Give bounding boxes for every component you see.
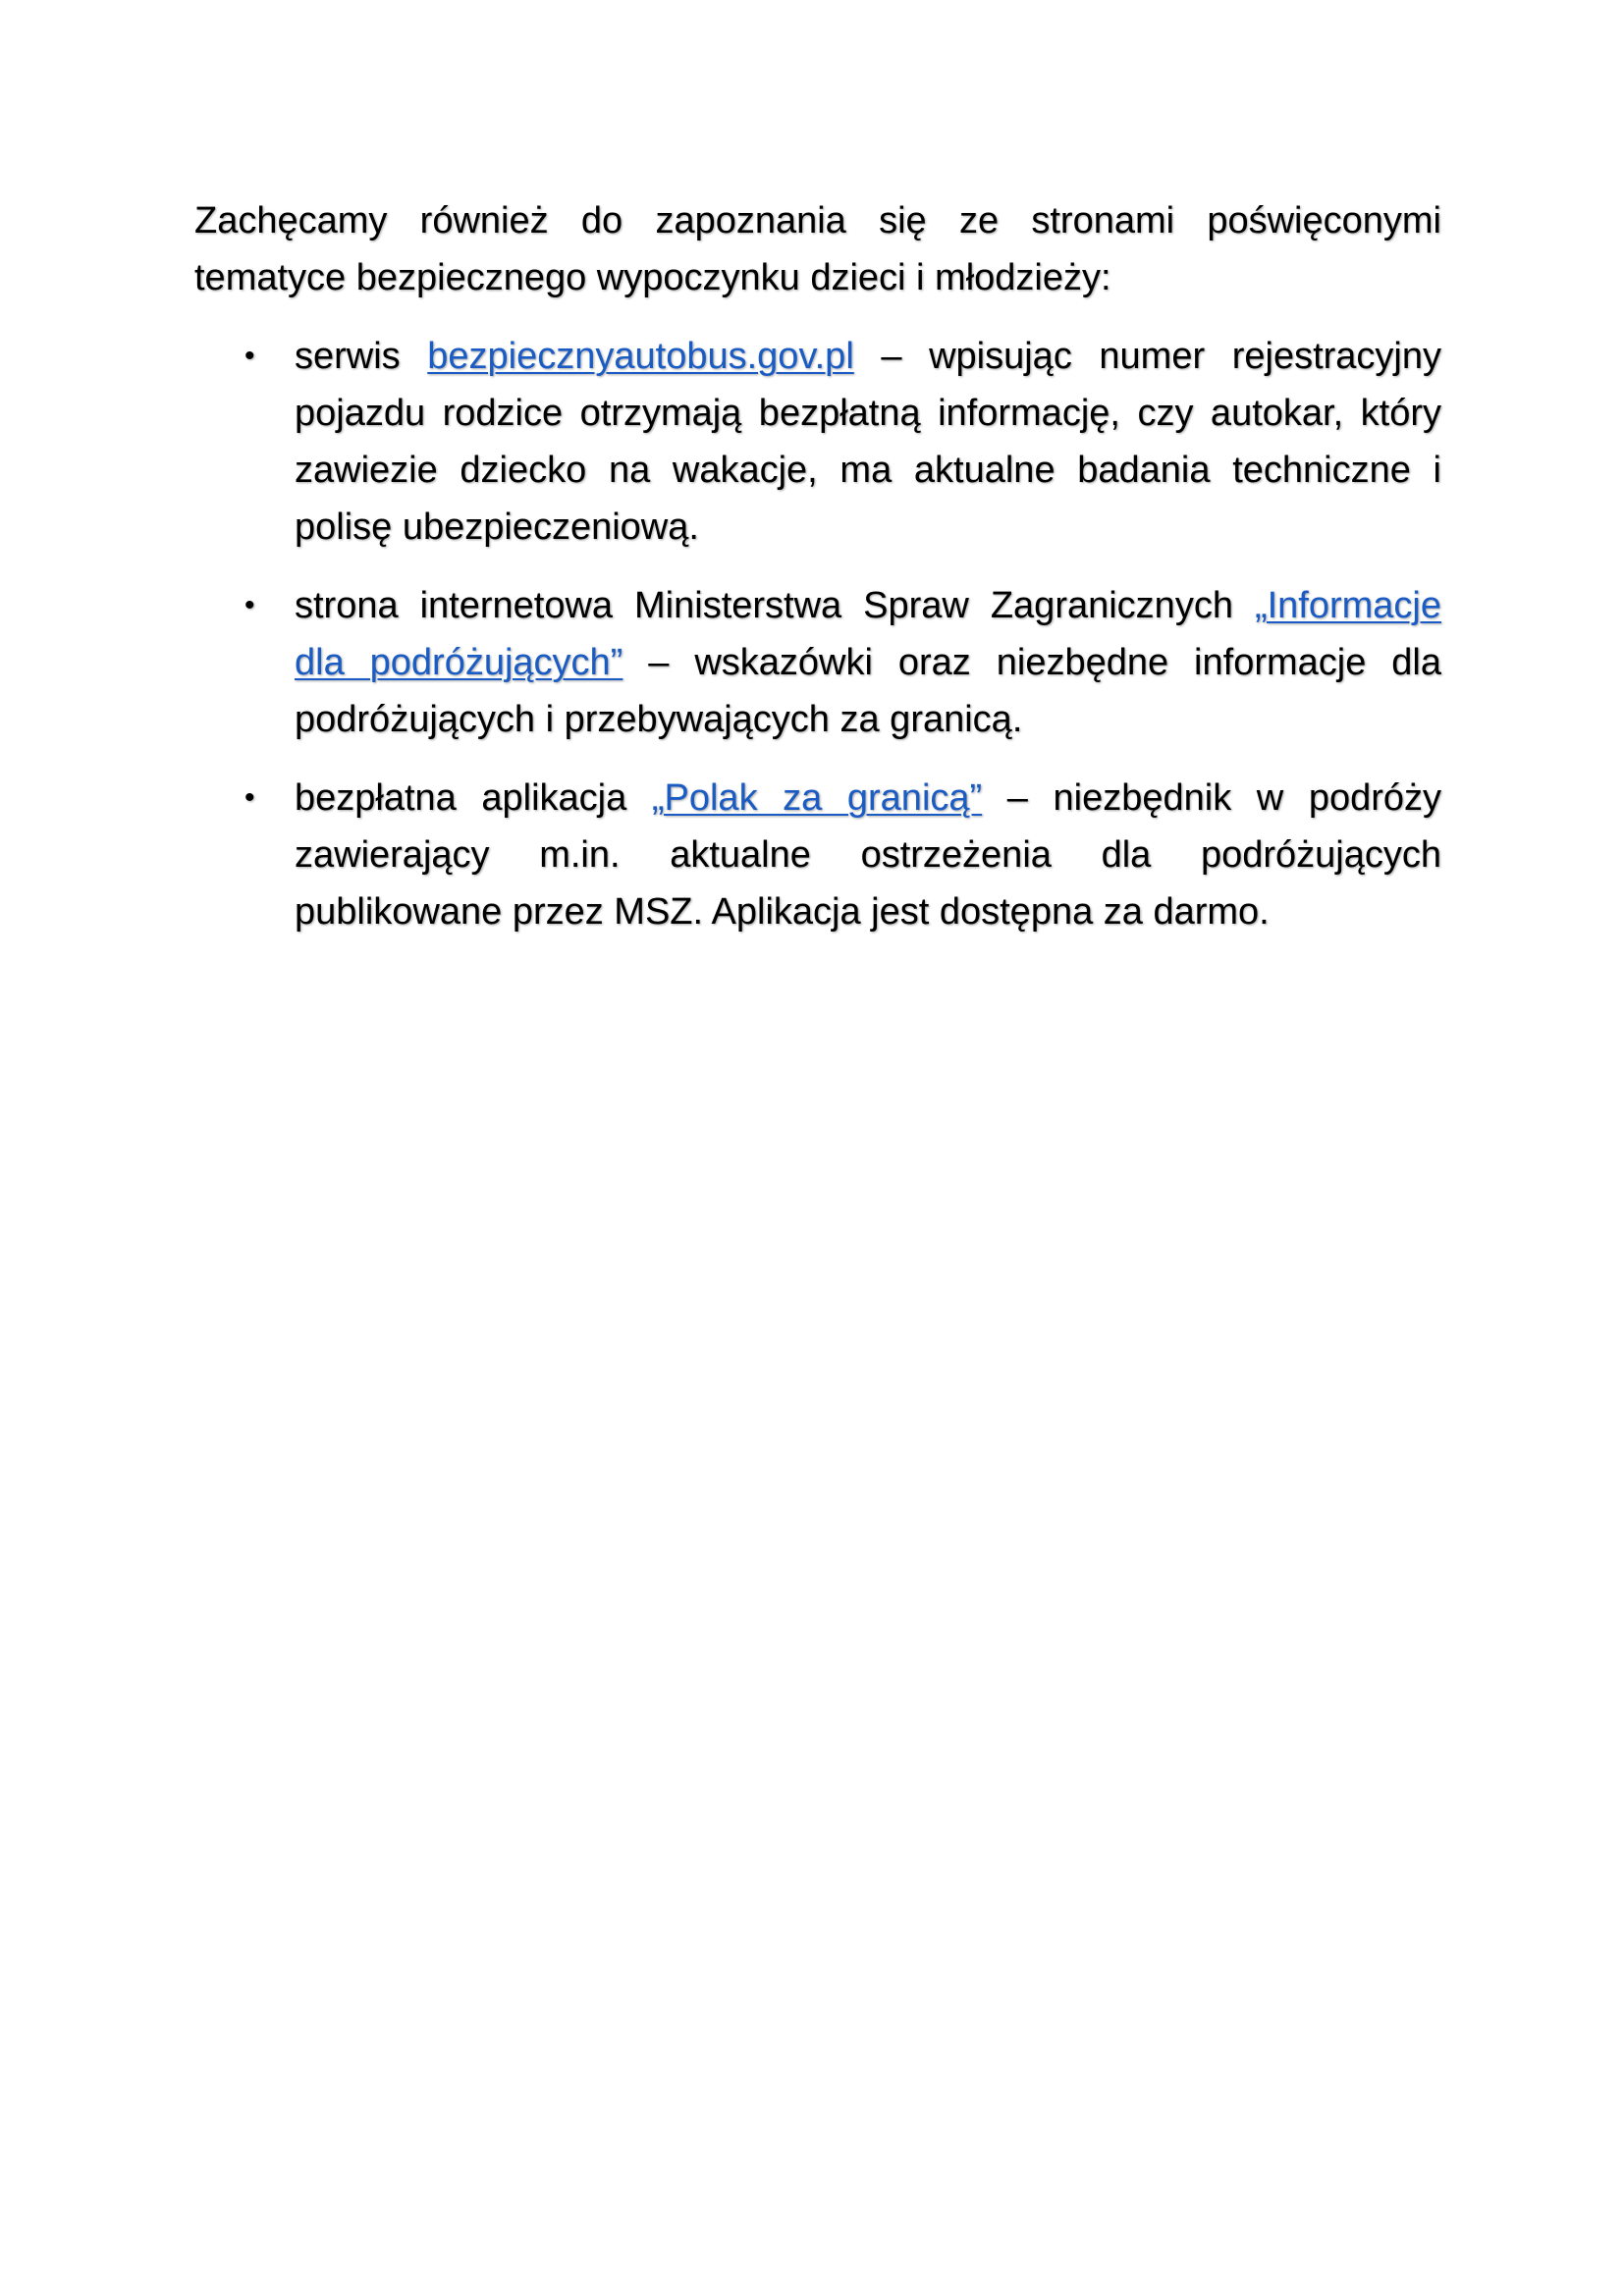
list-item-msz-informacje [194,577,1441,748]
bullet-icon: • [244,781,255,814]
document-page [194,192,1441,962]
intro-paragraph: Zachęcamy również do zapoznania się ze stronami poświęconymi tematyce bezpiecznego wypoczynku dzieci i młodzieży: [194,200,1441,298]
list-item-polak-za-granica [194,770,1441,940]
item-text-after: – wpisując numer rejestracyjny pojazdu rodzice otrzymają bezpłatną informację, czy autokar, który zawiezie dziecko na wakacje, ma aktualne badania techniczne i polisę ubezpieczeniową. [295,336,1442,548]
item-text-before: bezpłatna aplikacja [295,777,652,819]
item-text-after: – niezbędnik w podróży zawierający m.in. aktualne ostrzeżenia dla podróżujących publikowane przez MSZ. Aplikacja jest dostępna za darmo. [295,777,1442,933]
item-text-before: serwis [295,336,428,377]
link-polak-za-granica[interactable]: „Polak za granicą” [651,777,983,819]
item-text-after: – wskazówki oraz niezbędne informacje dla podróżujących i przebywających za granicą. [295,642,1441,740]
link-informacje-dla-podrozujacych[interactable]: „Informacje dla podróżujących” [295,585,1441,683]
link-bezpiecznyautobus[interactable]: bezpiecznyautobus.gov.pl [427,336,854,377]
bullet-icon: • [244,340,255,372]
bullet-icon: • [244,589,255,621]
resource-list [194,328,1441,940]
item-text-before: strona internetowa Ministerstwa Spraw Zagranicznych [295,585,1255,626]
list-item-bezpiecznyautobus [194,328,1441,556]
